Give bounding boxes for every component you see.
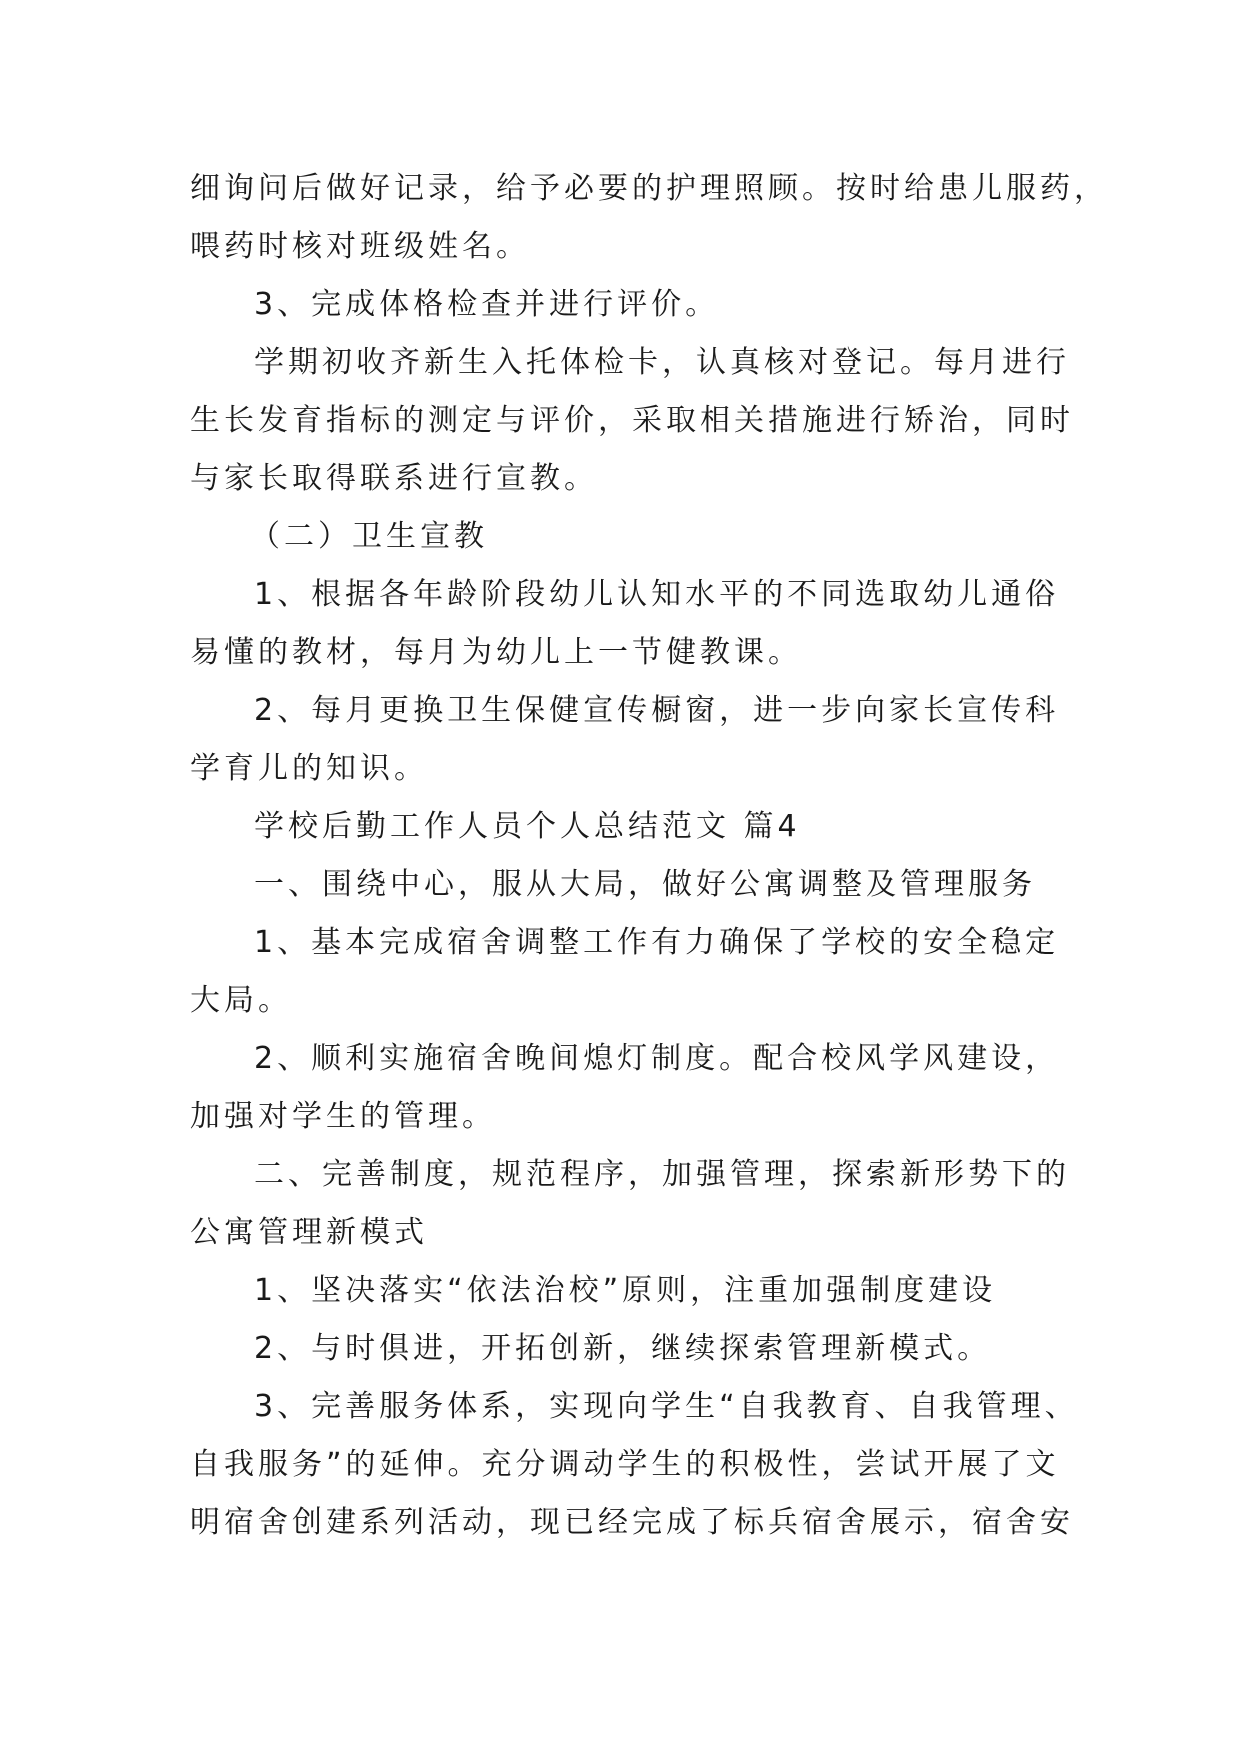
text-line: 2、与时俱进，开拓创新，继续探索管理新模式。 xyxy=(254,1331,992,1366)
text-line: 易懂的教材，每月为幼儿上一节健教课。 xyxy=(190,635,802,670)
text-line: 大局。 xyxy=(190,983,292,1018)
text-line: 2、顺利实施宿舍晚间熄灯制度。配合校风学风建设， xyxy=(254,1041,1060,1076)
text-line: 1、坚决落实“依法治校”原则，注重加强制度建设 xyxy=(254,1273,997,1308)
text-line: 喂药时核对班级姓名。 xyxy=(190,229,530,264)
text-line: 加强对学生的管理。 xyxy=(190,1099,496,1134)
text-line: 3、完善服务体系，实现向学生“自我教育、自我管理、 xyxy=(254,1389,1079,1424)
text-line: 2、每月更换卫生保健宣传橱窗，进一步向家长宣传科 xyxy=(254,693,1060,728)
text-line: 学育儿的知识。 xyxy=(190,751,428,786)
section-heading: 二、完善制度，规范程序，加强管理，探索新形势下的 xyxy=(254,1157,1070,1192)
article-title: 学校后勤工作人员个人总结范文 篇4 xyxy=(254,809,801,844)
text-line: 学期初收齐新生入托体检卡，认真核对登记。每月进行 xyxy=(254,345,1070,380)
text-line: 明宿舍创建系列活动，现已经完成了标兵宿舍展示，宿舍安 xyxy=(190,1505,1074,1540)
text-line: 细询问后做好记录，给予必要的护理照顾。按时给患儿服药， xyxy=(190,171,1108,206)
section-heading: 一、围绕中心，服从大局，做好公寓调整及管理服务 xyxy=(254,867,1036,902)
text-line: 自我服务”的延伸。充分调动学生的积极性，尝试开展了文 xyxy=(190,1447,1060,1482)
section-heading: （二）卫生宣教 xyxy=(250,519,488,554)
text-line: 生长发育指标的测定与评价，采取相关措施进行矫治，同时 xyxy=(190,403,1074,438)
text-line: 3、完成体格检查并进行评价。 xyxy=(254,287,720,322)
text-line: 公寓管理新模式 xyxy=(190,1215,428,1250)
text-line: 1、根据各年龄阶段幼儿认知水平的不同选取幼儿通俗 xyxy=(254,577,1060,612)
text-line: 与家长取得联系进行宣教。 xyxy=(190,461,598,496)
text-line: 1、基本完成宿舍调整工作有力确保了学校的安全稳定 xyxy=(254,925,1060,960)
document-body xyxy=(190,160,1108,1552)
